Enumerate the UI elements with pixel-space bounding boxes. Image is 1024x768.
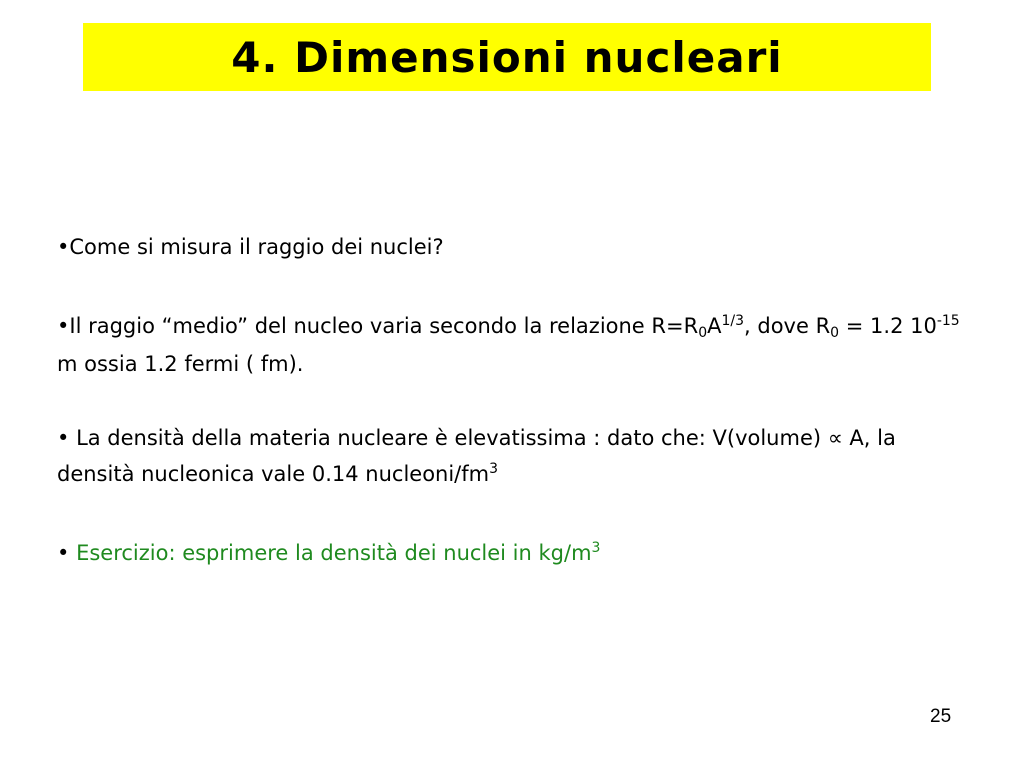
bullet-text-part: = 1.2 10 — [839, 314, 937, 338]
superscript: 3 — [489, 461, 499, 477]
bullet-text: Come si misura il raggio dei nuclei? — [69, 235, 444, 259]
subscript: 0 — [830, 325, 840, 341]
bullet-marker: • — [57, 541, 77, 565]
superscript: 3 — [591, 540, 601, 556]
bullet-text-part: La densità della materia nucleare è elevatissima : dato che: V(volume) ∝ A, la densità nucleonica vale 0.14 nucleoni/fm — [57, 426, 896, 486]
bullet-item-nuclear-density — [57, 423, 967, 490]
slide-title: 4. Dimensioni nucleari — [231, 32, 783, 82]
bullet-item-measure-question — [57, 232, 967, 263]
bullet-marker: • — [57, 235, 70, 259]
bullet-text-part: , dove R — [744, 314, 831, 338]
bullet-item-radius-formula — [57, 306, 967, 380]
superscript: -15 — [936, 313, 960, 329]
bullet-text-part: Esercizio: esprimere la densità dei nuclei in kg/m — [76, 541, 592, 565]
bullet-item-exercise — [57, 533, 967, 569]
bullet-marker: • — [57, 426, 77, 450]
superscript: 1/3 — [721, 313, 745, 329]
page-number: 25 — [930, 706, 952, 727]
bullet-text-part: Il raggio “medio” del nucleo varia secondo la relazione R=R — [69, 314, 699, 338]
exercise-text — [76, 541, 600, 565]
bullet-text-part: m ossia 1.2 fermi ( fm). — [57, 352, 304, 376]
bullet-list — [57, 232, 967, 569]
bullet-marker: • — [57, 314, 70, 338]
subscript: 0 — [698, 325, 708, 341]
bullet-text-part: A — [707, 314, 722, 338]
title-banner — [83, 23, 931, 91]
